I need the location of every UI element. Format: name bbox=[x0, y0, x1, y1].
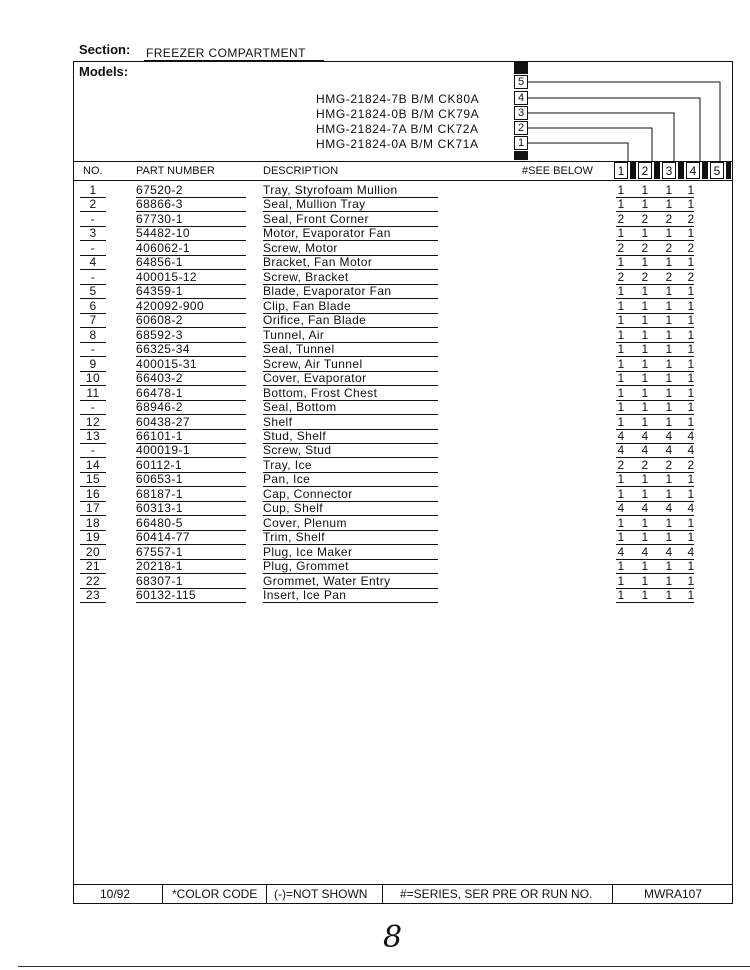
part-row bbox=[74, 241, 732, 256]
part-number: 66101-1 bbox=[136, 429, 246, 444]
column-header-no: NO. bbox=[83, 165, 103, 177]
column-separator bbox=[726, 162, 731, 179]
footer-doc-id: MWRA107 bbox=[644, 887, 703, 901]
part-row bbox=[74, 487, 732, 502]
part-quantity: 1 bbox=[665, 327, 673, 342]
quantity-underline bbox=[616, 602, 694, 603]
part-quantity: 1 bbox=[641, 342, 649, 357]
part-quantity: 4 bbox=[641, 428, 649, 443]
part-description: Seal, Mullion Tray bbox=[263, 197, 438, 212]
part-quantity: 1 bbox=[687, 197, 695, 212]
column-separator bbox=[702, 162, 708, 179]
part-quantity: 1 bbox=[641, 385, 649, 400]
part-quantity: 1 bbox=[687, 226, 695, 241]
part-quantity: 1 bbox=[641, 472, 649, 487]
part-quantity: 1 bbox=[665, 559, 673, 574]
part-number: 68307-1 bbox=[136, 574, 246, 589]
part-description: Tunnel, Air bbox=[263, 328, 438, 343]
part-row bbox=[74, 284, 732, 299]
part-description: Orifice, Fan Blade bbox=[263, 313, 438, 328]
part-quantity: 1 bbox=[617, 356, 625, 371]
part-item-number: 9 bbox=[80, 357, 106, 372]
part-row bbox=[74, 458, 732, 473]
part-description: Screw, Stud bbox=[263, 443, 438, 458]
part-number: 406062-1 bbox=[136, 241, 246, 256]
part-number: 66480-5 bbox=[136, 516, 246, 531]
part-quantity: 1 bbox=[641, 255, 649, 270]
part-quantity: 1 bbox=[687, 400, 695, 415]
part-quantity: 1 bbox=[641, 400, 649, 415]
part-item-number: 1 bbox=[80, 183, 106, 198]
part-quantity: 1 bbox=[665, 472, 673, 487]
part-quantity: 4 bbox=[665, 501, 673, 516]
part-row bbox=[74, 574, 732, 589]
part-number: 60608-2 bbox=[136, 313, 246, 328]
part-description: Screw, Bracket bbox=[263, 270, 438, 285]
part-row bbox=[74, 357, 732, 372]
part-number: 66325-34 bbox=[136, 342, 246, 357]
part-quantity: 4 bbox=[641, 443, 649, 458]
part-row bbox=[74, 255, 732, 270]
part-item-number: 5 bbox=[80, 284, 106, 299]
part-description: Trim, Shelf bbox=[263, 530, 438, 545]
column-separator bbox=[654, 162, 660, 179]
part-item-number: 20 bbox=[80, 545, 106, 560]
column-model-4: 4 bbox=[686, 162, 700, 179]
part-item-number: - bbox=[80, 212, 106, 227]
part-quantity: 1 bbox=[617, 573, 625, 588]
part-item-number: 7 bbox=[80, 313, 106, 328]
part-row bbox=[74, 559, 732, 574]
part-number: 54482-10 bbox=[136, 226, 246, 241]
part-quantity: 1 bbox=[687, 298, 695, 313]
part-row bbox=[74, 443, 732, 458]
part-item-number: 12 bbox=[80, 415, 106, 430]
part-item-number: 22 bbox=[80, 574, 106, 589]
part-quantity: 2 bbox=[665, 240, 673, 255]
part-item-number: 8 bbox=[80, 328, 106, 343]
part-quantity: 1 bbox=[641, 284, 649, 299]
part-number: 60438-27 bbox=[136, 415, 246, 430]
part-row bbox=[74, 386, 732, 401]
column-separator bbox=[630, 162, 636, 179]
part-quantity: 2 bbox=[641, 457, 649, 472]
part-number: 68946-2 bbox=[136, 400, 246, 415]
part-quantity: 1 bbox=[641, 313, 649, 328]
part-quantity: 1 bbox=[665, 284, 673, 299]
part-quantity: 1 bbox=[665, 515, 673, 530]
part-quantity: 1 bbox=[665, 530, 673, 545]
part-description: Tray, Styrofoam Mullion bbox=[263, 183, 438, 198]
part-quantity: 1 bbox=[617, 342, 625, 357]
part-number: 400019-1 bbox=[136, 443, 246, 458]
part-description: Cap, Connector bbox=[263, 487, 438, 502]
part-quantity: 2 bbox=[665, 457, 673, 472]
part-quantity: 4 bbox=[617, 501, 625, 516]
part-quantity: 1 bbox=[665, 414, 673, 429]
part-quantity: 1 bbox=[687, 515, 695, 530]
part-quantity: 4 bbox=[665, 428, 673, 443]
part-item-number: - bbox=[80, 270, 106, 285]
part-quantity: 4 bbox=[665, 443, 673, 458]
part-number: 60313-1 bbox=[136, 501, 246, 516]
part-quantity: 1 bbox=[617, 197, 625, 212]
part-quantity: 1 bbox=[687, 327, 695, 342]
part-quantity: 2 bbox=[641, 211, 649, 226]
part-quantity: 1 bbox=[617, 371, 625, 386]
model-index-1: 1 bbox=[514, 136, 528, 150]
part-number: 400015-31 bbox=[136, 357, 246, 372]
part-item-number: 4 bbox=[80, 255, 106, 270]
part-description: Tray, Ice bbox=[263, 458, 438, 473]
part-quantity: 1 bbox=[665, 400, 673, 415]
part-number: 67520-2 bbox=[136, 183, 246, 198]
part-quantity: 1 bbox=[641, 197, 649, 212]
part-quantity: 1 bbox=[687, 530, 695, 545]
part-description: Screw, Air Tunnel bbox=[263, 357, 438, 372]
part-quantity: 1 bbox=[687, 472, 695, 487]
part-quantity: 2 bbox=[687, 240, 695, 255]
model-index-2: 2 bbox=[514, 121, 528, 135]
part-quantity: 1 bbox=[617, 559, 625, 574]
part-number: 67730-1 bbox=[136, 212, 246, 227]
footer-top-rule bbox=[74, 884, 732, 885]
header-bottom-rule bbox=[74, 180, 732, 181]
model-line-4: HMG-21824-0A B/M CK71A bbox=[316, 137, 479, 151]
part-row bbox=[74, 197, 732, 212]
footer-date: 10/92 bbox=[100, 887, 131, 901]
part-quantity: 1 bbox=[617, 284, 625, 299]
column-header-see-below: #SEE BELOW bbox=[522, 165, 593, 177]
part-quantity: 2 bbox=[665, 269, 673, 284]
part-number: 60132-115 bbox=[136, 588, 246, 603]
part-quantity: 2 bbox=[687, 457, 695, 472]
column-model-3: 3 bbox=[662, 162, 676, 179]
part-quantity: 1 bbox=[617, 298, 625, 313]
part-quantity: 1 bbox=[665, 298, 673, 313]
section-label: Section: bbox=[79, 42, 131, 57]
part-number: 60112-1 bbox=[136, 458, 246, 473]
part-quantity: 4 bbox=[641, 501, 649, 516]
part-quantity: 1 bbox=[617, 183, 625, 197]
part-quantity: 1 bbox=[641, 226, 649, 241]
part-quantity: 1 bbox=[665, 385, 673, 400]
part-row bbox=[74, 371, 732, 386]
model-line-3: HMG-21824-7A B/M CK72A bbox=[316, 122, 479, 136]
part-item-number: 18 bbox=[80, 516, 106, 531]
part-row bbox=[74, 516, 732, 531]
column-model-2: 2 bbox=[638, 162, 652, 179]
part-quantity: 1 bbox=[665, 226, 673, 241]
page-bottom-rule bbox=[18, 966, 750, 967]
part-description: Blade, Evaporator Fan bbox=[263, 284, 438, 299]
part-quantity: 4 bbox=[617, 544, 625, 559]
part-quantity: 4 bbox=[665, 544, 673, 559]
part-item-number: 14 bbox=[80, 458, 106, 473]
part-description: Insert, Ice Pan bbox=[263, 588, 438, 603]
part-item-number: 15 bbox=[80, 472, 106, 487]
part-row bbox=[74, 429, 732, 444]
part-quantity: 1 bbox=[641, 327, 649, 342]
part-row bbox=[74, 588, 732, 603]
part-row bbox=[74, 400, 732, 415]
part-quantity: 4 bbox=[687, 544, 695, 559]
part-quantity: 1 bbox=[641, 371, 649, 386]
part-item-number: 23 bbox=[80, 588, 106, 603]
part-description: Screw, Motor bbox=[263, 241, 438, 256]
part-row bbox=[74, 472, 732, 487]
part-quantity: 1 bbox=[617, 255, 625, 270]
part-item-number: 3 bbox=[80, 226, 106, 241]
part-quantity: 1 bbox=[687, 313, 695, 328]
part-quantity: 1 bbox=[617, 515, 625, 530]
part-quantity: 1 bbox=[641, 356, 649, 371]
part-quantity: 1 bbox=[687, 385, 695, 400]
part-row bbox=[74, 415, 732, 430]
part-number: 68866-3 bbox=[136, 197, 246, 212]
part-description: Bottom, Frost Chest bbox=[263, 386, 438, 401]
part-quantity: 4 bbox=[641, 544, 649, 559]
part-item-number: 21 bbox=[80, 559, 106, 574]
part-quantity: 1 bbox=[665, 313, 673, 328]
part-quantity: 1 bbox=[687, 559, 695, 574]
part-description: Shelf bbox=[263, 415, 438, 430]
model-index-4: 4 bbox=[514, 91, 528, 105]
column-model-1: 1 bbox=[614, 162, 628, 179]
footer-divider bbox=[266, 885, 267, 904]
part-description: Cover, Evaporator bbox=[263, 371, 438, 386]
part-quantity: 1 bbox=[641, 559, 649, 574]
model-connector-lines bbox=[0, 0, 750, 180]
page-number: 8 bbox=[383, 920, 403, 955]
part-quantity: 1 bbox=[665, 573, 673, 588]
part-quantity: 2 bbox=[665, 211, 673, 226]
part-quantity: 1 bbox=[617, 400, 625, 415]
part-description: Stud, Shelf bbox=[263, 429, 438, 444]
footer-divider bbox=[162, 885, 163, 904]
part-description: Seal, Front Corner bbox=[263, 212, 438, 227]
part-number: 20218-1 bbox=[136, 559, 246, 574]
part-row bbox=[74, 313, 732, 328]
footer-color-code: *COLOR CODE bbox=[172, 887, 258, 901]
part-quantity: 1 bbox=[665, 588, 673, 603]
model-index-3: 3 bbox=[514, 106, 528, 120]
part-description: Cover, Plenum bbox=[263, 516, 438, 531]
part-quantity: 4 bbox=[687, 443, 695, 458]
part-quantity: 1 bbox=[665, 371, 673, 386]
part-description: Pan, Ice bbox=[263, 472, 438, 487]
part-item-number: 16 bbox=[80, 487, 106, 502]
part-quantity: 1 bbox=[687, 284, 695, 299]
part-number: 68592-3 bbox=[136, 328, 246, 343]
part-quantity: 1 bbox=[665, 197, 673, 212]
part-quantity: 1 bbox=[641, 183, 649, 197]
part-description: Motor, Evaporator Fan bbox=[263, 226, 438, 241]
part-number: 60414-77 bbox=[136, 530, 246, 545]
part-row bbox=[74, 501, 732, 516]
part-number: 64856-1 bbox=[136, 255, 246, 270]
footer-not-shown: (-)=NOT SHOWN bbox=[274, 887, 368, 901]
models-label: Models: bbox=[79, 64, 129, 79]
part-quantity: 4 bbox=[617, 428, 625, 443]
part-item-number: 11 bbox=[80, 386, 106, 401]
part-quantity: 1 bbox=[665, 342, 673, 357]
part-description: Seal, Bottom bbox=[263, 400, 438, 415]
part-quantity: 1 bbox=[641, 298, 649, 313]
part-row bbox=[74, 212, 732, 227]
part-quantity: 2 bbox=[617, 211, 625, 226]
part-description: Clip, Fan Blade bbox=[263, 299, 438, 314]
part-quantity: 1 bbox=[687, 255, 695, 270]
part-quantity: 2 bbox=[617, 269, 625, 284]
part-quantity: 1 bbox=[641, 486, 649, 501]
part-quantity: 1 bbox=[687, 414, 695, 429]
part-quantity: 4 bbox=[687, 428, 695, 443]
part-quantity: 1 bbox=[687, 342, 695, 357]
part-quantity: 1 bbox=[617, 313, 625, 328]
part-number: 66478-1 bbox=[136, 386, 246, 401]
part-item-number: 13 bbox=[80, 429, 106, 444]
part-item-number: 17 bbox=[80, 501, 106, 516]
model-line-2: HMG-21824-0B B/M CK79A bbox=[316, 107, 480, 121]
part-row bbox=[74, 299, 732, 314]
part-quantity: 1 bbox=[617, 385, 625, 400]
part-quantity: 2 bbox=[617, 240, 625, 255]
part-item-number: - bbox=[80, 400, 106, 415]
part-description: Bracket, Fan Motor bbox=[263, 255, 438, 270]
part-quantity: 1 bbox=[687, 588, 695, 603]
part-quantity: 1 bbox=[665, 183, 673, 197]
part-description: Grommet, Water Entry bbox=[263, 574, 438, 589]
part-number: 68187-1 bbox=[136, 487, 246, 502]
part-number: 66403-2 bbox=[136, 371, 246, 386]
part-row bbox=[74, 328, 732, 343]
part-description: Seal, Tunnel bbox=[263, 342, 438, 357]
part-item-number: - bbox=[80, 342, 106, 357]
column-header-description: DESCRIPTION bbox=[263, 165, 339, 177]
part-quantity: 1 bbox=[687, 371, 695, 386]
part-quantity: 4 bbox=[617, 443, 625, 458]
part-description: Plug, Ice Maker bbox=[263, 545, 438, 560]
part-quantity: 2 bbox=[617, 457, 625, 472]
part-number: 400015-12 bbox=[136, 270, 246, 285]
part-quantity: 1 bbox=[665, 255, 673, 270]
part-description: Cup, Shelf bbox=[263, 501, 438, 516]
part-quantity: 2 bbox=[641, 269, 649, 284]
part-quantity: 2 bbox=[687, 269, 695, 284]
part-quantity: 1 bbox=[641, 414, 649, 429]
section-value: FREEZER COMPARTMENT bbox=[146, 46, 306, 60]
part-quantity: 1 bbox=[617, 472, 625, 487]
part-quantity: 1 bbox=[617, 530, 625, 545]
part-item-number: 10 bbox=[80, 371, 106, 386]
footer-divider bbox=[612, 885, 613, 904]
part-quantity: 1 bbox=[617, 486, 625, 501]
part-quantity: 1 bbox=[687, 573, 695, 588]
part-quantity: 1 bbox=[687, 356, 695, 371]
part-quantity: 1 bbox=[617, 588, 625, 603]
part-item-number: - bbox=[80, 443, 106, 458]
model-line-1: HMG-21824-7B B/M CK80A bbox=[316, 92, 480, 106]
part-quantity: 1 bbox=[641, 530, 649, 545]
part-row bbox=[74, 226, 732, 241]
part-quantity: 1 bbox=[665, 486, 673, 501]
part-quantity: 1 bbox=[641, 588, 649, 603]
part-row bbox=[74, 545, 732, 560]
part-row bbox=[74, 270, 732, 285]
part-quantity: 1 bbox=[641, 515, 649, 530]
part-item-number: - bbox=[80, 241, 106, 256]
part-quantity: 2 bbox=[687, 211, 695, 226]
column-model-5: 5 bbox=[710, 162, 724, 179]
part-quantity: 1 bbox=[617, 327, 625, 342]
part-row bbox=[74, 342, 732, 357]
part-quantity: 1 bbox=[641, 573, 649, 588]
part-number: 67557-1 bbox=[136, 545, 246, 560]
footer-divider bbox=[382, 885, 383, 904]
part-quantity: 1 bbox=[617, 414, 625, 429]
part-row bbox=[74, 183, 732, 198]
part-number: 60653-1 bbox=[136, 472, 246, 487]
part-description: Plug, Grommet bbox=[263, 559, 438, 574]
part-number: 64359-1 bbox=[136, 284, 246, 299]
part-number: 420092-900 bbox=[136, 299, 246, 314]
part-row bbox=[74, 530, 732, 545]
part-quantity: 1 bbox=[617, 226, 625, 241]
footer-series-note: #=SERIES, SER PRE OR RUN NO. bbox=[400, 887, 593, 901]
column-header-part-number: PART NUMBER bbox=[136, 165, 215, 177]
part-item-number: 19 bbox=[80, 530, 106, 545]
part-quantity: 4 bbox=[687, 501, 695, 516]
column-separator bbox=[678, 162, 684, 179]
part-quantity: 1 bbox=[665, 356, 673, 371]
model-index-5: 5 bbox=[514, 75, 528, 89]
part-item-number: 2 bbox=[80, 197, 106, 212]
part-quantity: 1 bbox=[687, 486, 695, 501]
part-quantity: 1 bbox=[687, 183, 695, 197]
part-item-number: 6 bbox=[80, 299, 106, 314]
part-quantity: 2 bbox=[641, 240, 649, 255]
